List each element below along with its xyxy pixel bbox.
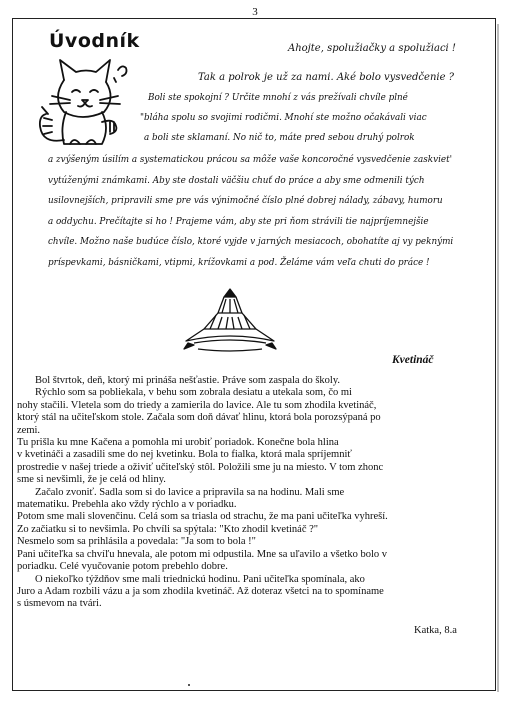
scan-speck <box>188 684 190 686</box>
article-line: Juro a Adam rozbili vázu a ja som zhodila kvetináč. Až doteraz všetci na to spomíname <box>17 585 384 597</box>
article-body <box>17 375 477 611</box>
article-title: Kvetináč <box>392 354 434 366</box>
article-line: Tu prišla ku mne Kačena a pomohla mi urobiť poriadok. Konečne bola hlina <box>17 437 339 449</box>
intro-heading: Úvodník <box>49 30 140 52</box>
article-line: Bol štvrtok, deň, ktorý mi prináša nešťastie. Práve som zaspala do školy. <box>35 375 341 386</box>
intro-line: a oddychu. Prečítajte si ho ! Prajeme vám, aby ste pri ňom strávili tie najpríjemnejšie <box>48 217 429 227</box>
article-line: zemi. <box>17 424 41 436</box>
intro-line: usilovnejších, pripravili sme pre vás výnimočné číslo plné dobrej nálady, zábavy, humoru <box>48 196 443 206</box>
article-line: prostredie v našej triede a oživiť učiteľský stôl. Položili sme ju na miesto. V tom zhonc <box>17 461 384 473</box>
page-number: 3 <box>252 6 258 18</box>
intro-line: a zvýšeným úsilím a systematickou prácou sa môže vaše koncoročné vysvedčenie zaskviet' <box>48 155 453 165</box>
article-line: Rýchlo som sa pobliekala, v behu som zobrala desiatu a utekala som, čo mi <box>35 387 352 399</box>
article-line: Začalo zvoniť. Sadla som si do lavice a pripravila sa na hodinu. Mali sme <box>35 486 345 498</box>
intro-line: a boli ste sklamaní. No nič to, máte pred sebou druhý polrok <box>144 133 415 143</box>
article-author: Katka, 8.a <box>414 625 457 636</box>
article-line: O niekoľko týždňov sme mali triednickú hodinu. Pani učiteľka spomínala, ako <box>35 573 365 585</box>
cat-illustration <box>30 52 130 152</box>
article-line: matematiku. Prebehla ako vždy rýchlo a v poriadku. <box>17 499 237 511</box>
article-line: s úsmevom na tvári. <box>17 598 102 610</box>
article-line: ktorý stál na učiteľskom stole. Začala som doň dávať hlinu, ktorá bola porozsýpaná po <box>17 412 381 424</box>
intro-line: vytúženými známkami. Aby ste dostali väčšiu chuť do práce a aby sme odmenili tých <box>48 176 425 186</box>
intro-line: "bláha spolu so svojimi rodičmi. Mnohí ste možno očakávali viac <box>140 113 427 123</box>
article-line: sme si nevšimli, že je celá od hliny. <box>17 474 166 486</box>
article-line: Nesmelo som sa prihlásila a povedala: "Ja som to bola !" <box>17 536 256 548</box>
intro-line: Boli ste spokojní ? Určite mnohí z vás prežívali chvíle plné <box>148 93 408 103</box>
article-line: Pani učiteľka sa chvíľu hnevala, ale potom mi odpustila. Mne sa uľavilo a všetko bolo v <box>17 548 388 560</box>
decorative-ornament <box>178 287 282 355</box>
article-line: poriadku. Celé vyučovanie potom prebehlo dobre. <box>17 561 228 573</box>
article-line: v kvetináči a zasadili sme do nej kvetinku. Bola to fialka, ktorá mala spríjemniť <box>17 449 352 461</box>
article-line: nohy stačili. Vletela som do triedy a zamierila do lavice. Ale tu som zhodila kvetináč, <box>17 399 377 411</box>
article-line: Potom sme mali slovenčinu. Celá som sa triasla od strachu, že ma pani učiteľka vyhreší. <box>17 511 388 523</box>
intro-line: Tak a polrok je už za nami. Aké bolo vysvedčenie ? <box>198 72 455 83</box>
intro-line: príspevkami, básničkami, vtipmi, krížovkami a pod. Želáme vám veľa chuti do práce ! <box>48 258 430 268</box>
frame-shadow <box>497 24 499 692</box>
article-line: Zo začiatku si to nevšimla. Po chvíli sa spýtala: "Kto zhodil kvetináč ?" <box>17 523 319 535</box>
intro-greeting: Ahojte, spolužiačky a spolužiaci ! <box>288 43 456 54</box>
intro-line: chvíle. Možno naše budúce číslo, ktoré vyjde v jarných mesiacoch, obohatíte aj vy peknými <box>48 237 454 247</box>
